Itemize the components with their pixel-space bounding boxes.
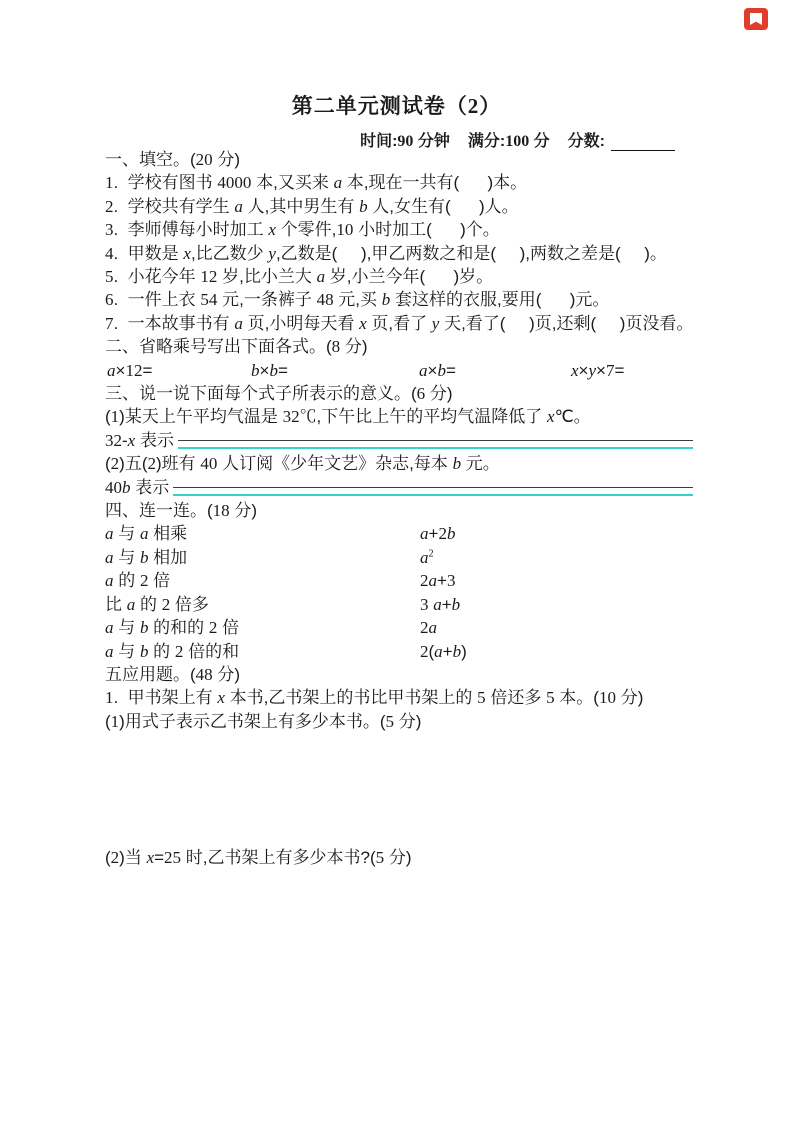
section-5-heading: 五应用题。(48 分) [105,664,241,684]
paper-body [105,148,697,870]
match-row-1 [105,522,697,545]
expression-1: a×12= [107,360,153,380]
time-label: 时间:90 分钟 [360,133,450,150]
match-right-3: 2a+3 [420,571,456,591]
fill-item-2: 2. 学校共有学生 a 人,其中男生有 b 人,女生有( )人。 [105,196,519,216]
score-label: 分数: [567,133,605,150]
meaning-q1-answer-line [105,429,697,452]
expression-4: x×y×7= [571,360,625,380]
expression-2: b×b= [251,360,288,380]
fill-item-4: 4. 甲数是 x,比乙数少 y,乙数是( ),甲乙两数之和是( ),两数之差是( )。 [105,243,667,263]
match-row-2 [105,546,697,569]
fill-item-5: 5. 小花今年 12 岁,比小兰大 a 岁,小兰今年( )岁。 [105,267,494,287]
match-row-6 [105,640,697,663]
match-row-3 [105,569,697,592]
match-left-6: a 与 b 的 2 倍的和 [105,641,240,661]
match-right-4: 3 a+b [420,594,461,614]
match-left-2: a 与 b 相加 [105,547,188,567]
match-left-3: a 的 2 倍 [105,571,171,591]
match-row-5 [105,616,697,639]
section-4-heading: 四、连一连。(18 分) [105,501,258,521]
meaning-q2-expr: 40b 表示 [105,477,170,497]
word-problem-1-sub1: (1)用式子表示乙书架上有多少本书。(5 分) [105,711,422,731]
fill-item-6: 6. 一件上衣 54 元,一条裤子 48 元,买 b 套这样的衣服,要用( )元。 [105,290,610,310]
match-left-4: 比 a 的 2 倍多 [105,594,209,614]
meaning-q1-expr: 32-x 表示 [105,430,174,450]
word-problem-1-sub2: (2)当 x=25 时,乙书架上有多少本书?(5 分) [105,848,412,868]
expression-3: a×b= [419,360,456,380]
section-1-heading: 一、填空。(20 分) [105,150,241,169]
meaning-q2-answer-line [105,476,697,499]
match-right-6: 2(a+b) [420,641,467,661]
answer-blank-2[interactable] [173,487,693,496]
expression-row [105,359,697,382]
meaning-q1-text: (1)某天上午平均气温是 32℃,下午比上午的平均气温降低了 x℃。 [105,407,591,427]
bookmark-glyph-icon [750,13,762,25]
page-title: 第二单元测试卷（2） [291,94,502,118]
match-right-5: 2a [420,618,437,638]
section-3-heading: 三、说一说下面每个式子所表示的意义。(6 分) [105,384,453,404]
word-problem-1: 1. 甲书架上有 x 本书,乙书架上的书比甲书架上的 5 倍还多 5 本。(10 分) [105,688,644,708]
fill-item-1: 1. 学校有图书 4000 本,又买来 a 本,现在一共有( )本。 [105,173,528,193]
match-left-5: a 与 b 的和的 2 倍 [105,618,240,638]
match-row-4 [105,593,697,616]
section-2-heading: 二、省略乘号写出下面各式。(8 分) [105,337,368,357]
fill-item-7: 7. 一本故事书有 a 页,小明每天看 x 页,看了 y 天,看了( )页,还剩( )页没看。 [105,313,694,333]
fill-item-3: 3. 李师傅每小时加工 x 个零件,10 小时加工( )个。 [105,220,500,240]
red-bookmark-logo-icon [744,8,768,30]
answer-blank-1[interactable] [178,440,693,449]
match-left-1: a 与 a 相乘 [105,524,188,544]
match-right-2: $a^2$ [420,547,434,567]
match-right-1: a+2b [420,524,456,544]
full-score-label: 满分:100 分 [467,133,550,150]
meaning-q2-text: (2)五(2)班有 40 人订阅《少年文艺》杂志,每本 b 元。 [105,454,500,474]
